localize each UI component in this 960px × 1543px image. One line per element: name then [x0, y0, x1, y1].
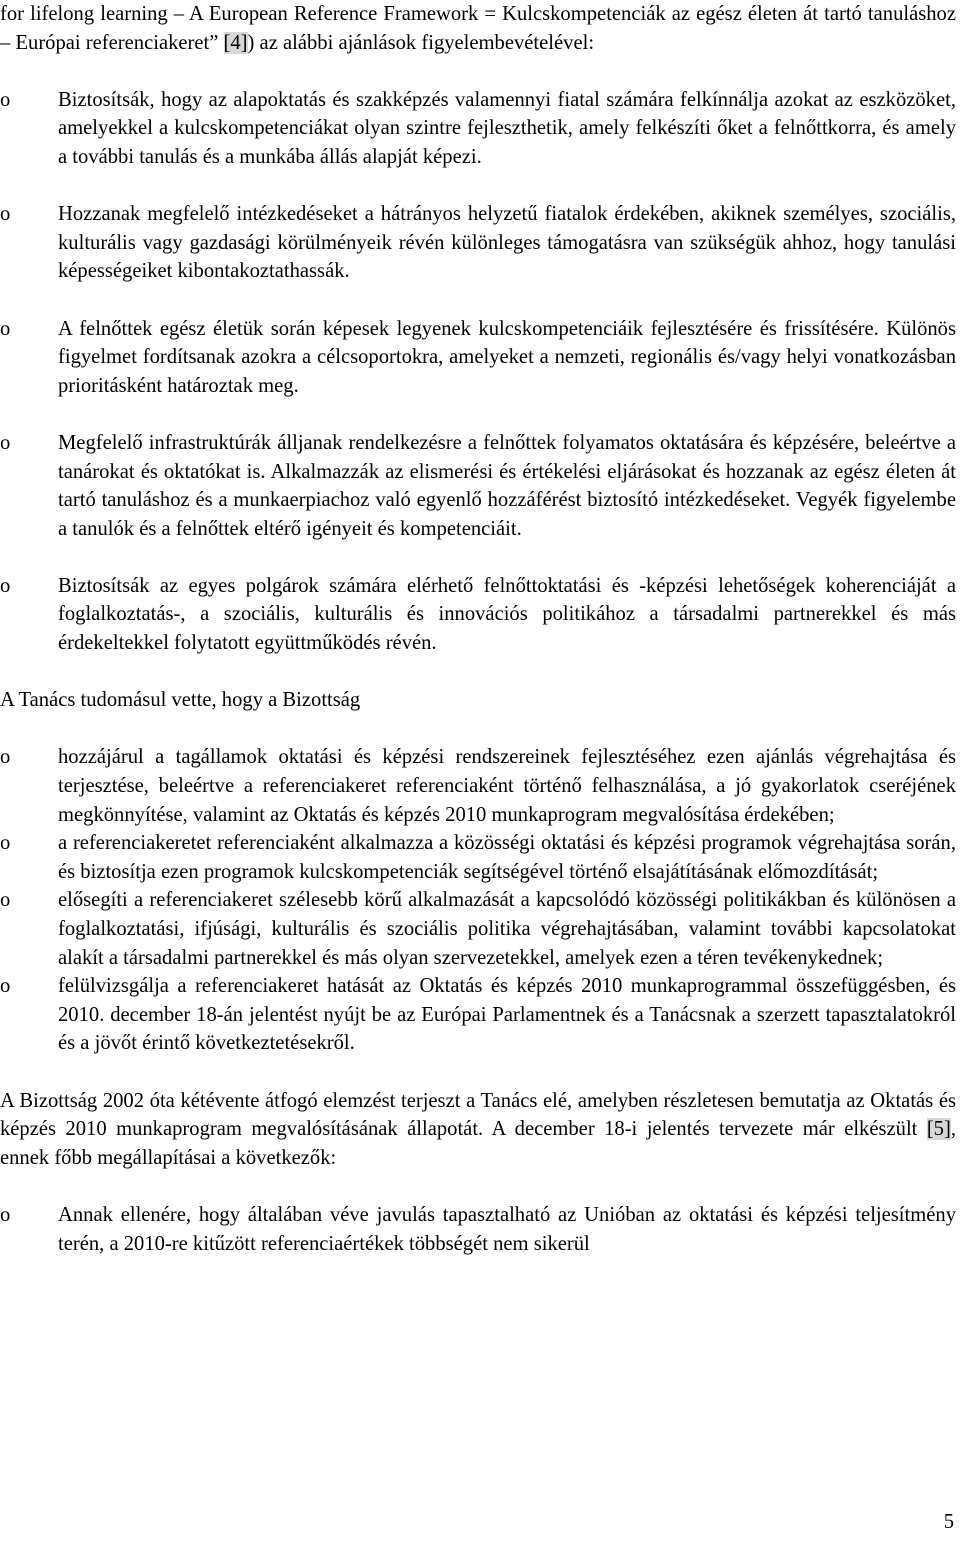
intro-paragraph — [0, 0, 956, 57]
list-item-text: Megfelelő infrastruktúrák álljanak rendelkezésre a felnőttek folyamatos oktatására és képzésére, beleértve a tanárokat és oktatókat is. Alkalmazzák az elismerési és értékelési eljárásokat és hozzanak az egész életen át tartó tanuláshoz és a munkaerpiachoz való egyenlő hozzáférést biztosító intézkedéseket. Vegyék figyelembe a tanulók és a felnőttek eltérő igényeit és kompetenciáit. — [58, 431, 956, 540]
intro-text-start: for lifelong learning – A European Reference Framework = Kulcskompetenciák az egész életen át tartó tanuláshoz – Európai referenciakeret” — [0, 3, 956, 54]
list-item — [0, 886, 956, 972]
list-item — [0, 1201, 956, 1258]
bullet-marker: o — [0, 975, 11, 998]
list-item — [0, 200, 956, 286]
list-item — [0, 829, 956, 886]
list-item-text: a referenciakeretet referenciaként alkalmazza a közösségi oktatási és képzési programok végrehajtása során, és biztosítja ezen programok kulcskompetenciák segítségével történő elsajátításának előmozdítását; — [58, 832, 956, 883]
list-item-text: Hozzanak megfelelő intézkedéseket a hátrányos helyzetű fiatalok érdekében, akiknek személyes, szociális, kulturális vagy gazdasági körülményeik révén különleges támogatásra van szükségük ahhoz, hogy tanulási képességeiket kibontakoztathassák. — [58, 203, 956, 283]
list-item — [0, 743, 956, 829]
council-intro: A Tanács tudomásul vette, hogy a Bizottság — [0, 689, 361, 712]
list-item — [0, 429, 956, 543]
report-paragraph — [0, 1087, 956, 1173]
list-item-text: Biztosítsák az egyes polgárok számára elérhető felnőttoktatási és -képzési lehetőségek koherenciáját a foglalkoztatás-, a szociális, kulturális és innovációs politikához a társadalmi partnerekkel és más érdekeltekkel folytatott együttműködés révén. — [58, 574, 956, 655]
report-text-start: A Bizottság 2002 óta kétévente átfogó elemzést terjeszt a Tanács elé, amelyben részletesen bemutatja az Oktatás és képzés 2010 munkaprogram megvalósításának állapotát. A december 18-i jelentés tervezete már elkészült — [0, 1089, 956, 1141]
list-item-text: Biztosítsák, hogy az alapoktatás és szakképzés valamennyi fiatal számára felkínnálja azokat az eszközöket, amelyekkel a kulcskompetenciákat olyan szintre fejleszthetik, amely felkészíti őket a felnőttkorra, és amely a további tanulás és a munkába állás alapját képezi. — [58, 88, 956, 168]
list-item-text: felülvizsgálja a referenciakeret hatását az Oktatás és képzés 2010 munkaprogrammal összefüggésben, és 2010. december 18-án jelentést nyújt be az Európai Parlamentnek és a Tanácsnak a szerzett tapasztalatokról és a jövőt érintő következtetésekről. — [58, 975, 956, 1055]
report-text-end: , ennek főbb megállapításai a következők: — [0, 1118, 956, 1169]
list-item-text: A felnőttek egész életük során képesek legyenek kulcskompetenciáik fejlesztésére és frissítésére. Különös figyelmet fordítsanak azokra a célcsoportokra, amelyeket a nemzeti, regionális és/vagy helyi vonatkozásban prioritásként határoztak meg. — [58, 317, 956, 397]
intro-text-end: ) az alábbi ajánlások figyelembevételével: — [247, 31, 595, 54]
bullet-marker: o — [0, 317, 11, 340]
bullet-marker: o — [0, 88, 11, 111]
list-item — [0, 86, 956, 172]
reference-link-4[interactable]: [4] — [223, 31, 248, 54]
bullet-marker: o — [0, 431, 11, 454]
list-item-text: Annak ellenére, hogy általában véve javulás tapasztalható az Unióban az oktatási és képzési teljesítmény terén, a 2010-re kitűzött referenciaértékek többségét nem sikerül — [58, 1203, 956, 1255]
page-number: 5 — [943, 1511, 954, 1533]
list-item — [0, 972, 956, 1058]
bullet-marker: o — [0, 889, 11, 912]
bullet-marker: o — [0, 574, 11, 597]
list-item-text: elősegíti a referenciakeret szélesebb körű alkalmazását a kapcsolódó közösségi politikákban és különösen a foglalkoztatási, ifjúsági, kulturális és szociális politika végrehajtásában, valamint további kapcsolatokat alakít a társadalmi partnerekkel és más olyan szervezetekkel, amelyek ezen a téren tevékenykednek; — [58, 889, 956, 969]
list-item — [0, 572, 956, 658]
bullet-marker: o — [0, 1203, 11, 1226]
bullet-marker: o — [0, 832, 11, 855]
bullet-marker: o — [0, 203, 11, 226]
list-item — [0, 315, 956, 401]
list-item-text: hozzájárul a tagállamok oktatási és képzési rendszereinek fejlesztéséhez ezen ajánlás végrehajtása és terjesztése, beleértve a referenciakeret referenciaként történő felhasználása, a jó gyakorlatok cseréjének megkönnyítése, valamint az Oktatás és képzés 2010 munkaprogram megvalósítása érdekében; — [58, 746, 956, 826]
bullet-marker: o — [0, 746, 11, 769]
reference-link-5[interactable]: [5] — [926, 1118, 951, 1141]
